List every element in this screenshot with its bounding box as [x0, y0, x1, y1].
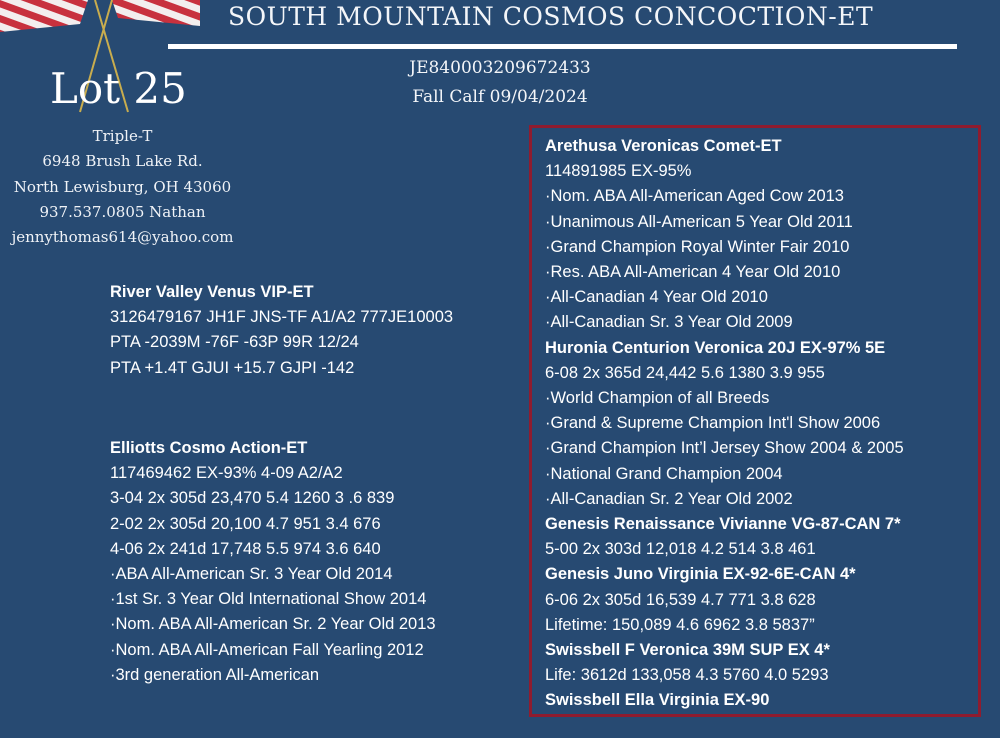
animal-title: SOUTH MOUNTAIN COSMOS CONCOCTION-ET	[228, 2, 874, 31]
maternal-grandsire-name: Elliotts Cosmo Action-ET	[110, 439, 308, 457]
dam-ancestor-detail: 6-08 2x 365d 24,442 5.6 1380 3.9 955	[545, 363, 825, 382]
grandsire-detail: ·ABA All-American Sr. 3 Year Old 2014	[110, 565, 393, 584]
grandsire-detail: ·1st Sr. 3 Year Old International Show 2014	[110, 590, 427, 609]
city-state-zip: North Lewisburg, OH 43060	[13, 177, 232, 196]
dam-ancestor-detail: 6-06 2x 305d 16,539 4.7 771 3.8 628	[545, 590, 816, 609]
email-address: jennythomas614@yahoo.com	[11, 228, 234, 247]
sire-detail: PTA +1.4T GJUI +15.7 GJPI -142	[110, 358, 355, 377]
dam-ancestor-detail: ·Unanimous All-American 5 Year Old 2011	[545, 212, 853, 231]
phone-number: 937.537.0805 Nathan	[39, 202, 206, 221]
sire-name: River Valley Venus VIP-ET	[110, 283, 314, 301]
farm-name: Triple-T	[92, 127, 153, 145]
grandsire-detail: 117469462 EX-93% 4-09 A2/A2	[110, 464, 343, 483]
lot-number: Lot 25	[50, 64, 187, 113]
grandsire-detail: 4-06 2x 241d 17,748 5.5 974 3.6 640	[110, 539, 381, 558]
sire-detail: 3126479167 JH1F JNS-TF A1/A2 777JE10003	[110, 308, 454, 327]
dam-ancestor-name: Arethusa Veronicas Comet-ET	[545, 137, 782, 155]
dam-ancestor-detail: 114891985 EX-95%	[545, 162, 692, 181]
calf-birth-info: Fall Calf 09/04/2024	[412, 87, 588, 107]
dam-ancestor-detail: ·All-Canadian Sr. 2 Year Old 2002	[545, 489, 793, 508]
dam-ancestor-name: Genesis Juno Virginia EX-92-6E-CAN 4*	[545, 565, 856, 584]
dam-ancestor-detail: ·National Grand Champion 2004	[545, 464, 783, 483]
dam-ancestor-detail: ·Grand Champion Royal Winter Fair 2010	[545, 237, 850, 256]
dam-ancestor-detail: ·Res. ABA All-American 4 Year Old 2010	[545, 263, 841, 282]
dam-ancestor-detail: ·World Champion of all Breeds	[545, 389, 770, 408]
dam-ancestor-detail: ·Grand Champion Int’l Jersey Show 2004 & 2005	[545, 439, 904, 458]
dam-ancestor-name: Genesis Renaissance Vivianne VG-87-CAN 7*	[545, 515, 901, 534]
dam-ancestor-name: Swissbell Ella Virginia EX-90	[545, 691, 770, 710]
dam-line-block	[545, 134, 904, 714]
dam-ancestor-name: Huronia Centurion Veronica 20J EX-97% 5E	[545, 338, 886, 357]
grandsire-detail: 3-04 2x 305d 23,470 5.4 1260 3 .6 839	[110, 489, 395, 508]
grandsire-detail: 2-02 2x 305d 20,100 4.7 951 3.4 676	[110, 514, 381, 533]
dam-ancestor-detail: ·All-Canadian Sr. 3 Year Old 2009	[545, 313, 793, 332]
grandsire-detail: ·3rd generation All-American	[110, 665, 320, 684]
dam-ancestor-detail: ·Nom. ABA All-American Aged Cow 2013	[545, 187, 844, 206]
grandsire-detail: ·Nom. ABA All-American Sr. 2 Year Old 2013	[110, 615, 436, 634]
dam-ancestor-detail: Lifetime: 150,089 4.6 6962 3.8 5837”	[545, 615, 815, 634]
dam-ancestor-detail: Life: 3612d 133,058 4.3 5760 4.0 5293	[545, 666, 829, 685]
sire-block	[110, 280, 453, 381]
dam-ancestor-detail: 5-00 2x 303d 12,018 4.2 514 3.8 461	[545, 540, 816, 559]
dam-ancestor-name: Swissbell F Veronica 39M SUP EX 4*	[545, 641, 830, 660]
dam-ancestor-detail: ·All-Canadian 4 Year Old 2010	[545, 288, 768, 307]
sire-detail: PTA -2039M -76F -63P 99R 12/24	[110, 333, 359, 352]
dam-ancestor-detail: ·Grand & Supreme Champion Int'l Show 2006	[545, 414, 881, 433]
maternal-grandsire-block	[110, 436, 436, 688]
street-address: 6948 Brush Lake Rd.	[42, 152, 203, 171]
grandsire-detail: ·Nom. ABA All-American Fall Yearling 2012	[110, 640, 424, 659]
registration-number: JE840003209672433	[409, 58, 591, 78]
title-divider	[168, 44, 957, 49]
consignor-contact	[0, 124, 245, 250]
